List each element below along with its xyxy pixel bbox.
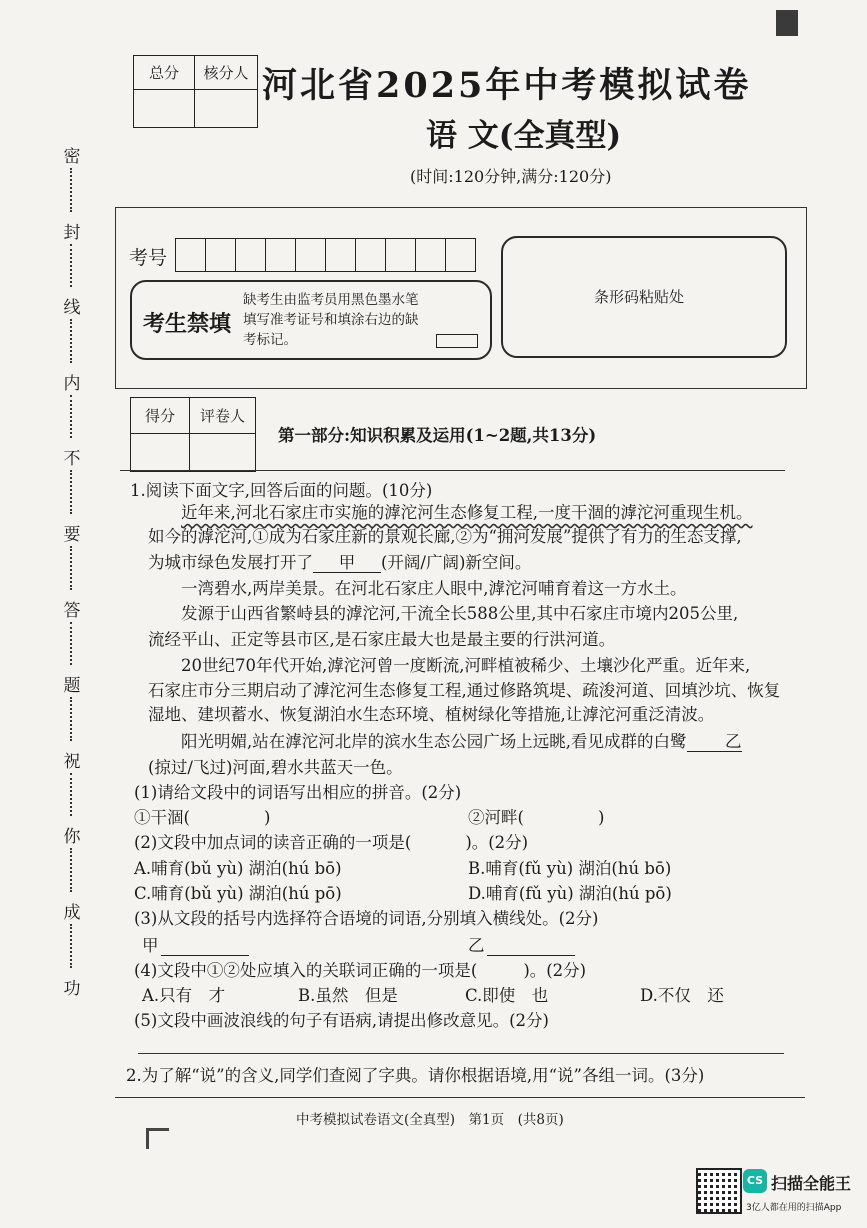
grader-cell: [190, 434, 256, 472]
q1-stem: 1.阅读下面文字,回答后面的问题。(10分): [130, 481, 433, 500]
q1-sub2: [134, 835, 528, 852]
exam-number-cell[interactable]: [296, 239, 326, 272]
q1-para4-line1: 20世纪70年代开始,滹沱河曾一度断流,河畔植被稀少、土壤沙化严重。近年来,: [181, 656, 751, 675]
q1-sub4: [134, 963, 586, 980]
seal-dots: [70, 470, 74, 514]
seal-char: 你: [63, 827, 81, 848]
answer-line[interactable]: [138, 1053, 784, 1054]
checker-label: 核分人: [195, 56, 258, 90]
exam-number-cell[interactable]: [176, 239, 206, 272]
sub4-end: )。(2分): [523, 961, 587, 980]
seal-char: 成: [63, 903, 81, 923]
blank-jia-label: 甲: [338, 553, 356, 572]
seal-char: 封: [63, 222, 81, 243]
exam-number-label: 考号: [129, 247, 168, 269]
seal-char: 要: [63, 525, 81, 545]
total-score-label: 总分: [134, 56, 195, 90]
seal-char: 密: [63, 147, 81, 167]
blank-yi-label: 乙: [725, 732, 742, 751]
q1-para5-line1: [181, 734, 742, 752]
exam-number-cell[interactable]: [266, 239, 296, 272]
seal-char: 题: [63, 676, 81, 697]
q1-opt4-a[interactable]: A.只有 才: [142, 986, 226, 1005]
seal-char: 内: [63, 373, 81, 394]
q2-stem: 2.为了解“说”的含义,同学们查阅了字典。请你根据语境,用“说”各组一词。(3分): [126, 1066, 705, 1085]
q1-para5-line2: (掠过/飞过)河面,碧水共蓝天一色。: [148, 758, 403, 777]
q1-opt4-c[interactable]: C.即使 也: [465, 986, 549, 1005]
q1-para2: 一湾碧水,两岸美景。在河北石家庄人眼中,滹沱河哺育着这一方水土。: [181, 579, 687, 598]
q1-sub1: (1)请给文段中的词语写出相应的拼音。(2分): [134, 783, 462, 802]
crop-mark: [146, 1128, 169, 1149]
sub3-yi-label: 乙: [468, 936, 485, 955]
total-score-cell: [134, 90, 195, 128]
total-score-box: [133, 55, 258, 128]
sub2-text: (2)文段中加点词的读音正确的一项是(: [134, 833, 412, 852]
sub1-a-label: ①干涸(: [134, 808, 190, 827]
exam-number-cell[interactable]: [446, 239, 476, 272]
seal-dots: [70, 244, 74, 288]
sub3-yi-answer[interactable]: [487, 938, 575, 956]
sub1-b-label: ②河畔(: [468, 808, 524, 827]
q1-wavy-sentence: 近年来,河北石家庄市实施的滹沱河生态修复工程,一度干涸的滹沱河重现生机。: [181, 503, 753, 522]
blank-jia[interactable]: [313, 555, 381, 573]
q1-opt2-b[interactable]: B.哺育(fǔ yù) 湖泊(hú bō): [468, 859, 672, 878]
seal-char: 不: [63, 449, 81, 470]
watermark-brand: 扫描全能王: [771, 1174, 852, 1193]
barcode-label: 条形码粘贴处: [594, 288, 685, 306]
q1-para3-line1: 发源于山西省繁峙县的滹沱河,干流全长588公里,其中石家庄市境内205公里,: [181, 604, 739, 623]
exam-number-cell[interactable]: [326, 239, 356, 272]
seal-dots: [70, 319, 74, 363]
corner-registration-mark: [776, 10, 798, 36]
page-footer: 中考模拟试卷语文(全真型) 第1页 (共8页): [296, 1112, 564, 1128]
seal-dots: [70, 924, 74, 968]
camscanner-logo: CS: [743, 1169, 767, 1193]
q1-para1-line3: [148, 555, 531, 573]
time-info: (时间:120分钟,满分:120分): [410, 167, 612, 186]
section-title: 第一部分:知识积累及运用(1~2题,共13分): [278, 426, 597, 445]
subject-title: 语 文(全真型): [426, 118, 622, 154]
qr-code: [696, 1168, 742, 1214]
exam-number-cell[interactable]: [236, 239, 266, 272]
q1-para1-line3a: 为城市绿色发展打开了: [148, 553, 313, 572]
q1-para4-line3: 湿地、建坝蓄水、恢复湖泊水生态环境、植树绿化等措施,让滹沱河重泛清波。: [148, 705, 715, 724]
sub1-a-close: ): [263, 808, 271, 827]
sub4-text: (4)文段中①②处应填入的关联词正确的一项是(: [134, 961, 478, 980]
q1-para1-line2: 如今的滹沱河,①成为石家庄新的景观长廊,②为“拥河发展”提供了有力的生态支撑,: [148, 527, 742, 546]
forbidden-line-1: 缺考生由监考员用黑色墨水笔: [243, 292, 419, 308]
forbidden-line-3: 考标记。: [243, 332, 297, 348]
exam-number-cell[interactable]: [356, 239, 386, 272]
seal-dots: [70, 395, 74, 439]
q1-opt4-b[interactable]: B.虽然 但是: [298, 986, 398, 1005]
q1-para5-line1-text: 阳光明媚,站在滹沱河北岸的滨水生态公园广场上远眺,看见成群的白鹭: [181, 732, 687, 751]
forbidden-line-2: 填写准考证号和填涂右边的缺: [243, 312, 419, 328]
sub3-jia-label: 甲: [142, 936, 159, 955]
grader-box: [130, 397, 256, 472]
q1-para4-line2: 石家庄市分三期启动了滹沱河生态修复工程,通过修路筑堤、疏浚河道、回填沙坑、恢复: [148, 681, 781, 700]
q1-sub5: (5)文段中画波浪线的句子有语病,请提出修改意见。(2分): [134, 1011, 549, 1030]
seal-dots: [70, 546, 74, 590]
seal-char: 线: [63, 298, 81, 319]
q1-sub3-jia: [142, 938, 249, 956]
section-divider: [120, 470, 785, 471]
score-label: 得分: [131, 398, 190, 434]
exam-number-boxes: [175, 238, 476, 272]
sub2-end: )。(2分): [465, 833, 529, 852]
seal-dots: [70, 848, 74, 892]
sub1-b-close: ): [597, 808, 605, 827]
q1-opt2-c[interactable]: C.哺育(bǔ yù) 湖泊(hú pō): [134, 884, 342, 903]
exam-number-cell[interactable]: [386, 239, 416, 272]
exam-title: 河北省2025年中考模拟试卷: [262, 65, 752, 106]
forbidden-title: 考生禁填: [143, 311, 232, 337]
blank-yi[interactable]: [687, 734, 742, 752]
q1-para1-line3b: (开阔/广阔)新空间。: [381, 553, 532, 572]
absent-mark-box[interactable]: [436, 334, 478, 348]
seal-dots: [70, 773, 74, 817]
q1-opt2-a[interactable]: A.哺育(bǔ yù) 湖泊(hú bō): [134, 859, 342, 878]
footer-divider: [115, 1097, 805, 1098]
q1-sub1-b: [468, 810, 604, 827]
q1-sub3: (3)从文段的括号内选择符合语境的词语,分别填入横线处。(2分): [134, 909, 599, 928]
forbidden-text: [243, 290, 419, 350]
seal-dots: [70, 697, 74, 741]
exam-number-cell[interactable]: [416, 239, 446, 272]
seal-char: 答: [63, 600, 81, 621]
seal-char: 祝: [63, 751, 81, 772]
exam-number-cell[interactable]: [206, 239, 236, 272]
checker-cell: [195, 90, 258, 128]
q1-sub1-a: [134, 810, 270, 827]
q1-para3-line2: 流经平山、正定等县市区,是石家庄最大也是最主要的行洪河道。: [148, 630, 616, 649]
sub3-jia-answer[interactable]: [161, 938, 249, 956]
grader-label: 评卷人: [190, 398, 256, 434]
seal-dots: [70, 622, 74, 666]
seal-dots: [70, 168, 74, 212]
q1-opt4-d[interactable]: D.不仅 还: [640, 986, 724, 1005]
score-cell: [131, 434, 190, 472]
seal-char: 功: [63, 978, 81, 999]
q1-sub3-yi: [468, 938, 575, 956]
q1-opt2-d[interactable]: D.哺育(fǔ yù) 湖泊(hú pō): [468, 884, 672, 903]
watermark-tagline: 3亿人都在用的扫描App: [746, 1203, 842, 1213]
